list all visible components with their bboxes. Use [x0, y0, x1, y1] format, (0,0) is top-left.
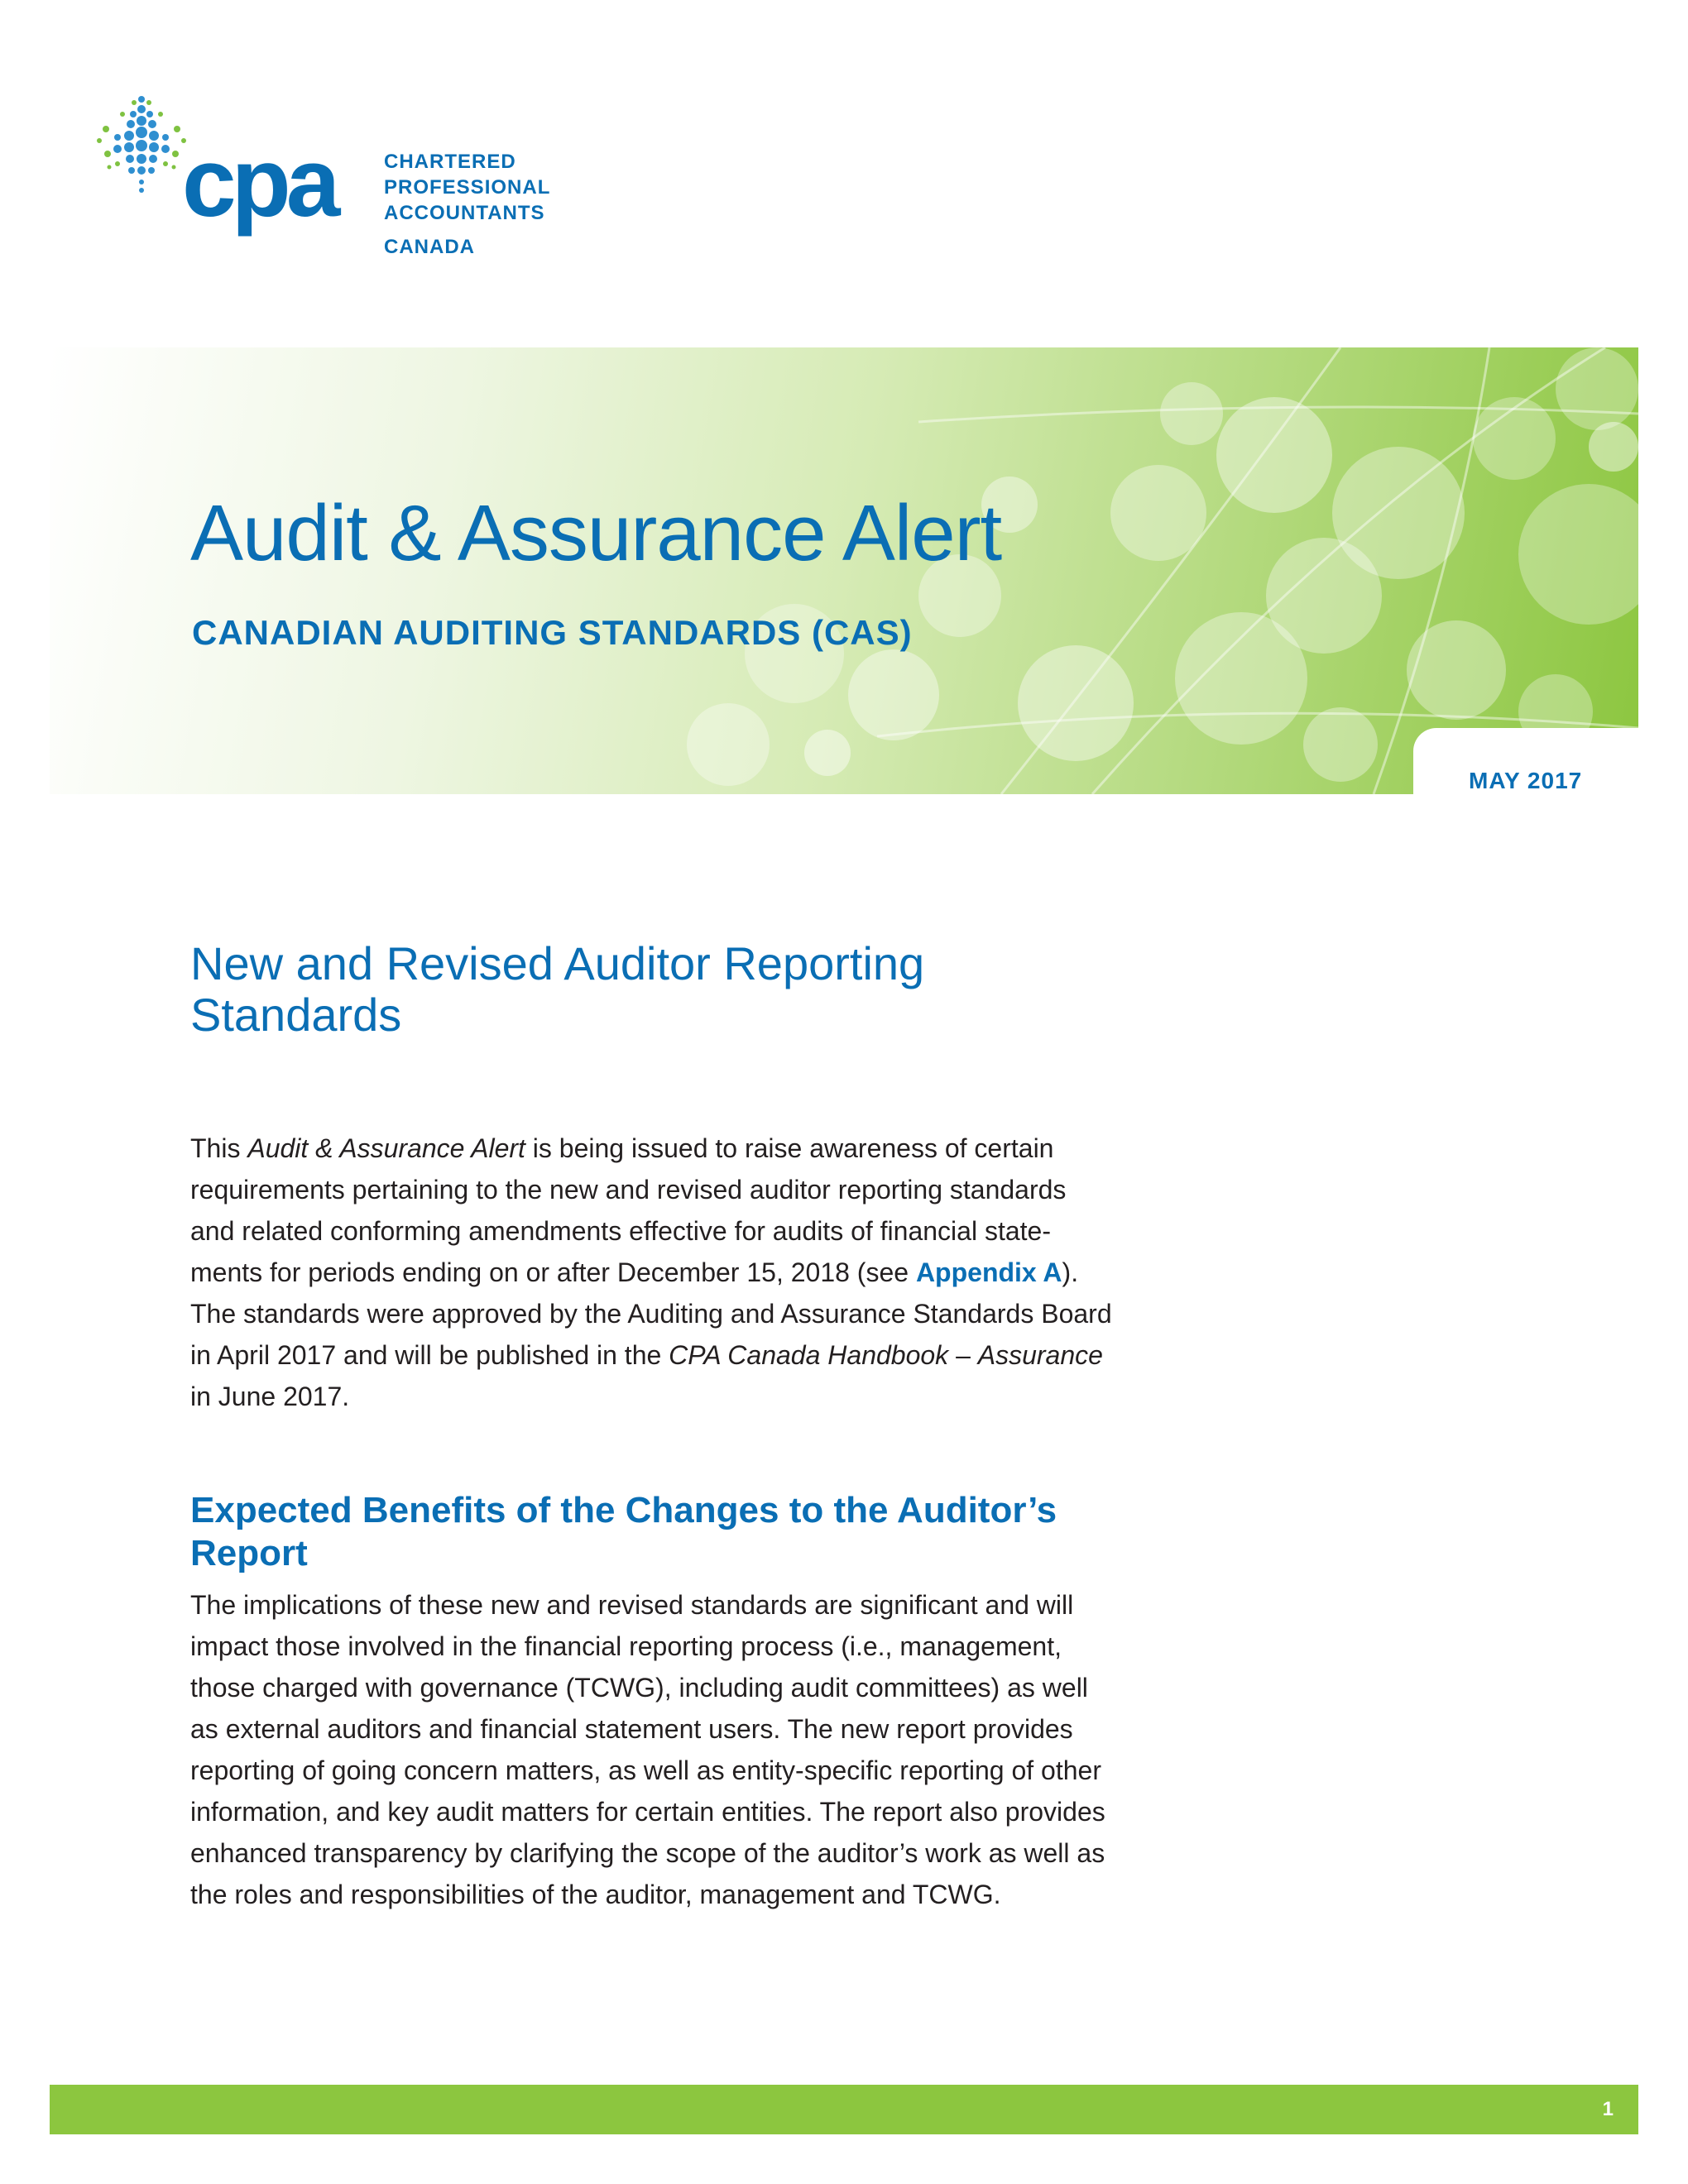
intro-line-1: [190, 1128, 1291, 1169]
appendix-a-link[interactable]: Appendix A: [915, 1257, 1062, 1287]
section-heading-line-1: Expected Benefits of the Changes to the Auditor’s: [190, 1490, 1057, 1530]
intro-text: ments for periods ending on or after December 15, 2018 (see: [190, 1257, 916, 1287]
maple-leaf-dots-icon: [93, 91, 190, 199]
benefits-line: enhanced transparency by clarifying the scope of the auditor’s work as well as: [190, 1838, 1105, 1868]
benefits-paragraph: [190, 1584, 1291, 1915]
page-number: 1: [1602, 2098, 1614, 2120]
issue-date: MAY 2017: [1469, 768, 1583, 793]
logo-word-canada: CANADA: [384, 236, 475, 258]
benefits-line: reporting of going concern matters, as well as entity-specific reporting of other: [190, 1755, 1101, 1785]
cpa-logo: [93, 91, 589, 256]
benefits-line: those charged with governance (TCWG), including audit committees) as well: [190, 1673, 1088, 1703]
article-title-line-1: New and Revised Auditor Reporting: [190, 937, 925, 989]
document-title: Audit & Assurance Alert: [190, 489, 1002, 577]
intro-text: –: [948, 1340, 978, 1370]
benefits-line: information, and key audit matters for certain entities. The report also provides: [190, 1797, 1105, 1827]
benefits-line: impact those involved in the financial reporting process (i.e., management,: [190, 1631, 1062, 1661]
article-title: [190, 938, 1266, 1041]
benefits-line: The implications of these new and revised standards are significant and will: [190, 1590, 1074, 1620]
benefits-line: the roles and responsibilities of the auditor, management and TCWG.: [190, 1880, 1001, 1909]
footer-bar: [50, 2085, 1638, 2134]
intro-line-5: The standards were approved by the Auditing and Assurance Standards Board: [190, 1299, 1112, 1329]
section-heading-line-2: Report: [190, 1533, 308, 1573]
logo-word-accountants: ACCOUNTANTS: [384, 202, 545, 224]
logo-words: [384, 149, 550, 260]
article-title-line-2: Standards: [190, 989, 402, 1041]
logo-word-professional: PROFESSIONAL: [384, 176, 551, 199]
intro-text: ).: [1062, 1257, 1079, 1287]
logo-word-chartered: CHARTERED: [384, 151, 516, 173]
intro-line-2: requirements pertaining to the new and revised auditor reporting standards: [190, 1175, 1067, 1205]
document-subtitle: CANADIAN AUDITING STANDARDS (CAS): [192, 613, 913, 652]
intro-text: is being issued to raise awareness of certain: [525, 1133, 1054, 1163]
intro-line-3: and related conforming amendments effective for audits of financial state-: [190, 1216, 1051, 1246]
section-heading-expected-benefits: [190, 1489, 1291, 1575]
intro-line-4: [190, 1252, 1291, 1293]
benefits-line: as external auditors and financial statement users. The new report provides: [190, 1714, 1073, 1744]
intro-line-6: [190, 1334, 1291, 1376]
intro-line-7: in June 2017.: [190, 1382, 350, 1411]
cpa-wordmark: cpa: [182, 128, 336, 237]
header-banner: [50, 347, 1638, 794]
intro-paragraph: [190, 1128, 1291, 1417]
intro-emphasis: Audit & Assurance Alert: [247, 1133, 525, 1163]
intro-text: This: [190, 1133, 248, 1163]
handbook-title: CPA Canada Handbook: [669, 1340, 949, 1370]
handbook-section: Assurance: [977, 1340, 1103, 1370]
intro-text: in April 2017 and will be published in the: [190, 1340, 669, 1370]
